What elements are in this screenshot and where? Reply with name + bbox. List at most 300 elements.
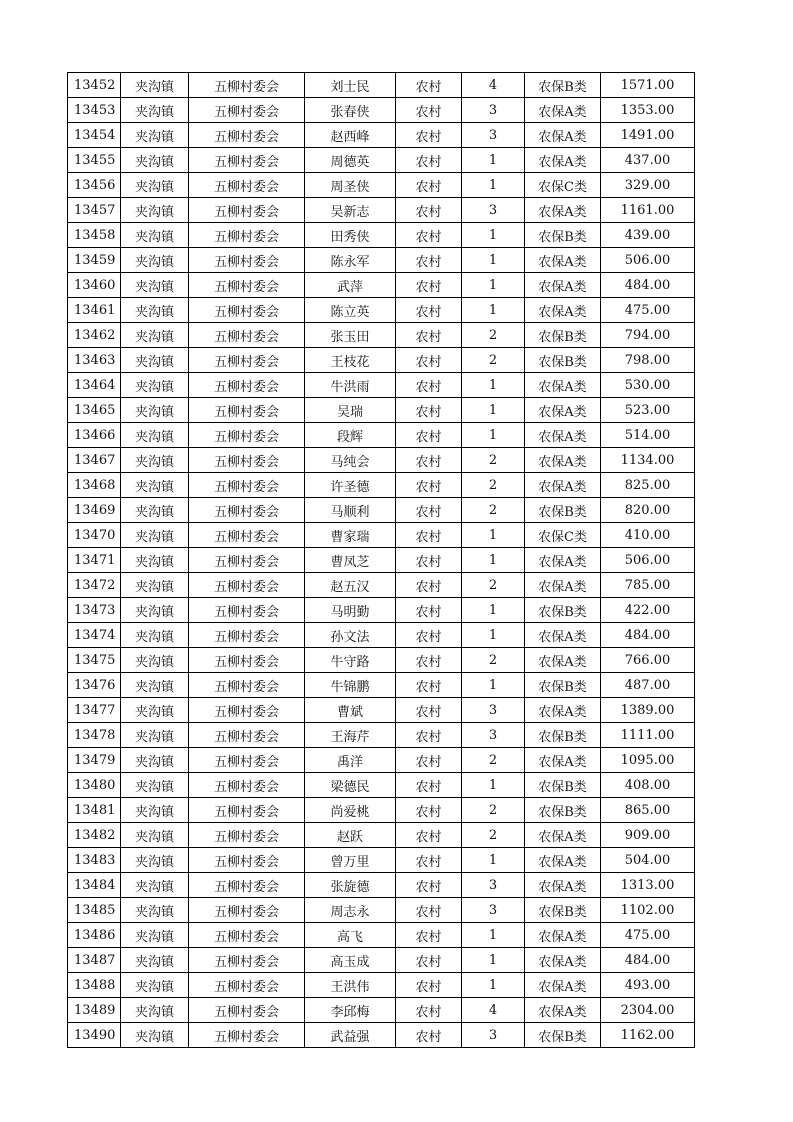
cell-household-type: 农村 xyxy=(396,673,462,698)
cell-person-name: 吴瑞 xyxy=(305,398,396,423)
cell-amount: 1161.00 xyxy=(601,198,695,223)
cell-village-committee: 五柳村委会 xyxy=(189,623,305,648)
cell-household-type: 农村 xyxy=(396,898,462,923)
cell-village-committee: 五柳村委会 xyxy=(189,948,305,973)
cell-record-id: 13453 xyxy=(68,98,121,123)
cell-town: 夹沟镇 xyxy=(121,773,189,798)
cell-town: 夹沟镇 xyxy=(121,948,189,973)
cell-amount: 766.00 xyxy=(601,648,695,673)
cell-amount: 1134.00 xyxy=(601,448,695,473)
cell-person-name: 吴新志 xyxy=(305,198,396,223)
table-row xyxy=(68,198,695,223)
cell-record-id: 13463 xyxy=(68,348,121,373)
cell-member-count: 3 xyxy=(462,873,525,898)
cell-person-name: 曹家瑞 xyxy=(305,523,396,548)
cell-member-count: 1 xyxy=(462,148,525,173)
cell-village-committee: 五柳村委会 xyxy=(189,148,305,173)
table-row xyxy=(68,323,695,348)
table-row xyxy=(68,773,695,798)
cell-member-count: 1 xyxy=(462,373,525,398)
table-row xyxy=(68,573,695,598)
cell-record-id: 13468 xyxy=(68,473,121,498)
cell-town: 夹沟镇 xyxy=(121,148,189,173)
cell-insurance-category: 农保A类 xyxy=(525,148,601,173)
cell-member-count: 2 xyxy=(462,323,525,348)
cell-amount: 785.00 xyxy=(601,573,695,598)
cell-village-committee: 五柳村委会 xyxy=(189,198,305,223)
cell-person-name: 马纯会 xyxy=(305,448,396,473)
cell-record-id: 13455 xyxy=(68,148,121,173)
cell-person-name: 高飞 xyxy=(305,923,396,948)
cell-village-committee: 五柳村委会 xyxy=(189,723,305,748)
table-row xyxy=(68,798,695,823)
table-row xyxy=(68,1023,695,1048)
cell-village-committee: 五柳村委会 xyxy=(189,773,305,798)
cell-village-committee: 五柳村委会 xyxy=(189,548,305,573)
cell-person-name: 孙文法 xyxy=(305,623,396,648)
table-row xyxy=(68,473,695,498)
cell-member-count: 1 xyxy=(462,598,525,623)
cell-village-committee: 五柳村委会 xyxy=(189,473,305,498)
cell-member-count: 2 xyxy=(462,348,525,373)
cell-person-name: 武益强 xyxy=(305,1023,396,1048)
cell-person-name: 陈永军 xyxy=(305,248,396,273)
cell-insurance-category: 农保A类 xyxy=(525,998,601,1023)
cell-village-committee: 五柳村委会 xyxy=(189,523,305,548)
cell-village-committee: 五柳村委会 xyxy=(189,98,305,123)
cell-household-type: 农村 xyxy=(396,498,462,523)
cell-village-committee: 五柳村委会 xyxy=(189,898,305,923)
cell-member-count: 1 xyxy=(462,248,525,273)
cell-insurance-category: 农保B类 xyxy=(525,773,601,798)
cell-member-count: 1 xyxy=(462,673,525,698)
cell-town: 夹沟镇 xyxy=(121,648,189,673)
table-row xyxy=(68,298,695,323)
cell-village-committee: 五柳村委会 xyxy=(189,848,305,873)
cell-member-count: 1 xyxy=(462,398,525,423)
cell-record-id: 13488 xyxy=(68,973,121,998)
cell-insurance-category: 农保B类 xyxy=(525,323,601,348)
cell-insurance-category: 农保B类 xyxy=(525,598,601,623)
cell-insurance-category: 农保A类 xyxy=(525,873,601,898)
cell-insurance-category: 农保A类 xyxy=(525,198,601,223)
cell-member-count: 2 xyxy=(462,648,525,673)
cell-insurance-category: 农保A类 xyxy=(525,273,601,298)
cell-village-committee: 五柳村委会 xyxy=(189,598,305,623)
cell-member-count: 1 xyxy=(462,623,525,648)
cell-person-name: 王洪伟 xyxy=(305,973,396,998)
cell-household-type: 农村 xyxy=(396,998,462,1023)
cell-household-type: 农村 xyxy=(396,748,462,773)
cell-person-name: 王海芹 xyxy=(305,723,396,748)
cell-village-committee: 五柳村委会 xyxy=(189,323,305,348)
cell-insurance-category: 农保B类 xyxy=(525,73,601,98)
cell-village-committee: 五柳村委会 xyxy=(189,973,305,998)
cell-household-type: 农村 xyxy=(396,598,462,623)
cell-amount: 514.00 xyxy=(601,423,695,448)
cell-household-type: 农村 xyxy=(396,223,462,248)
cell-member-count: 2 xyxy=(462,498,525,523)
cell-person-name: 武萍 xyxy=(305,273,396,298)
table-row xyxy=(68,623,695,648)
cell-insurance-category: 农保A类 xyxy=(525,373,601,398)
table-row xyxy=(68,373,695,398)
cell-town: 夹沟镇 xyxy=(121,498,189,523)
table-row xyxy=(68,923,695,948)
cell-town: 夹沟镇 xyxy=(121,273,189,298)
cell-amount: 865.00 xyxy=(601,798,695,823)
cell-amount: 506.00 xyxy=(601,248,695,273)
cell-household-type: 农村 xyxy=(396,623,462,648)
cell-town: 夹沟镇 xyxy=(121,823,189,848)
table-row xyxy=(68,698,695,723)
cell-record-id: 13460 xyxy=(68,273,121,298)
cell-amount: 1162.00 xyxy=(601,1023,695,1048)
cell-record-id: 13473 xyxy=(68,598,121,623)
table-row xyxy=(68,498,695,523)
cell-household-type: 农村 xyxy=(396,523,462,548)
cell-village-committee: 五柳村委会 xyxy=(189,123,305,148)
cell-person-name: 禹洋 xyxy=(305,748,396,773)
cell-member-count: 1 xyxy=(462,223,525,248)
cell-town: 夹沟镇 xyxy=(121,348,189,373)
cell-village-committee: 五柳村委会 xyxy=(189,223,305,248)
table-row xyxy=(68,73,695,98)
cell-village-committee: 五柳村委会 xyxy=(189,673,305,698)
cell-person-name: 周德英 xyxy=(305,148,396,173)
cell-member-count: 3 xyxy=(462,98,525,123)
cell-insurance-category: 农保C类 xyxy=(525,523,601,548)
cell-household-type: 农村 xyxy=(396,423,462,448)
cell-record-id: 13456 xyxy=(68,173,121,198)
cell-amount: 410.00 xyxy=(601,523,695,548)
table-row xyxy=(68,998,695,1023)
cell-insurance-category: 农保B类 xyxy=(525,1023,601,1048)
cell-person-name: 赵跃 xyxy=(305,823,396,848)
table-row xyxy=(68,523,695,548)
cell-record-id: 13482 xyxy=(68,823,121,848)
cell-person-name: 周圣侠 xyxy=(305,173,396,198)
cell-insurance-category: 农保B类 xyxy=(525,723,601,748)
cell-town: 夹沟镇 xyxy=(121,573,189,598)
cell-town: 夹沟镇 xyxy=(121,973,189,998)
cell-household-type: 农村 xyxy=(396,148,462,173)
cell-record-id: 13477 xyxy=(68,698,121,723)
cell-town: 夹沟镇 xyxy=(121,848,189,873)
cell-record-id: 13465 xyxy=(68,398,121,423)
cell-amount: 504.00 xyxy=(601,848,695,873)
table-body xyxy=(68,73,695,1048)
cell-member-count: 1 xyxy=(462,423,525,448)
cell-record-id: 13481 xyxy=(68,798,121,823)
cell-village-committee: 五柳村委会 xyxy=(189,298,305,323)
table-row xyxy=(68,448,695,473)
cell-town: 夹沟镇 xyxy=(121,298,189,323)
table-row xyxy=(68,973,695,998)
cell-record-id: 13466 xyxy=(68,423,121,448)
cell-town: 夹沟镇 xyxy=(121,698,189,723)
cell-village-committee: 五柳村委会 xyxy=(189,998,305,1023)
cell-household-type: 农村 xyxy=(396,173,462,198)
cell-person-name: 周志永 xyxy=(305,898,396,923)
cell-record-id: 13474 xyxy=(68,623,121,648)
cell-person-name: 王枝花 xyxy=(305,348,396,373)
cell-village-committee: 五柳村委会 xyxy=(189,348,305,373)
table-row xyxy=(68,248,695,273)
cell-amount: 408.00 xyxy=(601,773,695,798)
cell-member-count: 1 xyxy=(462,523,525,548)
cell-insurance-category: 农保A类 xyxy=(525,623,601,648)
cell-member-count: 3 xyxy=(462,123,525,148)
cell-person-name: 马顺利 xyxy=(305,498,396,523)
cell-amount: 825.00 xyxy=(601,473,695,498)
cell-insurance-category: 农保A类 xyxy=(525,923,601,948)
cell-person-name: 段辉 xyxy=(305,423,396,448)
cell-record-id: 13461 xyxy=(68,298,121,323)
cell-person-name: 李邱梅 xyxy=(305,998,396,1023)
cell-person-name: 牛守路 xyxy=(305,648,396,673)
cell-town: 夹沟镇 xyxy=(121,623,189,648)
cell-amount: 1353.00 xyxy=(601,98,695,123)
cell-person-name: 曹凤芝 xyxy=(305,548,396,573)
cell-record-id: 13459 xyxy=(68,248,121,273)
cell-town: 夹沟镇 xyxy=(121,798,189,823)
cell-household-type: 农村 xyxy=(396,373,462,398)
cell-amount: 820.00 xyxy=(601,498,695,523)
cell-town: 夹沟镇 xyxy=(121,123,189,148)
cell-household-type: 农村 xyxy=(396,948,462,973)
cell-town: 夹沟镇 xyxy=(121,473,189,498)
cell-household-type: 农村 xyxy=(396,298,462,323)
cell-amount: 1389.00 xyxy=(601,698,695,723)
cell-record-id: 13483 xyxy=(68,848,121,873)
cell-member-count: 1 xyxy=(462,948,525,973)
cell-village-committee: 五柳村委会 xyxy=(189,798,305,823)
cell-village-committee: 五柳村委会 xyxy=(189,873,305,898)
cell-village-committee: 五柳村委会 xyxy=(189,823,305,848)
cell-amount: 484.00 xyxy=(601,623,695,648)
cell-insurance-category: 农保A类 xyxy=(525,448,601,473)
cell-record-id: 13486 xyxy=(68,923,121,948)
cell-record-id: 13480 xyxy=(68,773,121,798)
cell-record-id: 13485 xyxy=(68,898,121,923)
cell-household-type: 农村 xyxy=(396,448,462,473)
table-row xyxy=(68,123,695,148)
cell-amount: 2304.00 xyxy=(601,998,695,1023)
cell-household-type: 农村 xyxy=(396,123,462,148)
cell-village-committee: 五柳村委会 xyxy=(189,573,305,598)
cell-member-count: 1 xyxy=(462,923,525,948)
cell-household-type: 农村 xyxy=(396,323,462,348)
cell-person-name: 田秀侠 xyxy=(305,223,396,248)
cell-member-count: 3 xyxy=(462,698,525,723)
cell-household-type: 农村 xyxy=(396,473,462,498)
cell-amount: 484.00 xyxy=(601,948,695,973)
cell-person-name: 陈立英 xyxy=(305,298,396,323)
cell-insurance-category: 农保B类 xyxy=(525,348,601,373)
table-row xyxy=(68,398,695,423)
cell-record-id: 13487 xyxy=(68,948,121,973)
cell-town: 夹沟镇 xyxy=(121,448,189,473)
cell-town: 夹沟镇 xyxy=(121,748,189,773)
cell-town: 夹沟镇 xyxy=(121,1023,189,1048)
table-row xyxy=(68,548,695,573)
cell-village-committee: 五柳村委会 xyxy=(189,398,305,423)
cell-insurance-category: 农保A类 xyxy=(525,573,601,598)
cell-town: 夹沟镇 xyxy=(121,198,189,223)
cell-person-name: 尚爱桃 xyxy=(305,798,396,823)
table-row xyxy=(68,948,695,973)
cell-household-type: 农村 xyxy=(396,348,462,373)
table-row xyxy=(68,148,695,173)
cell-insurance-category: 农保A类 xyxy=(525,823,601,848)
table-row xyxy=(68,273,695,298)
cell-village-committee: 五柳村委会 xyxy=(189,648,305,673)
cell-household-type: 农村 xyxy=(396,873,462,898)
cell-town: 夹沟镇 xyxy=(121,673,189,698)
cell-amount: 439.00 xyxy=(601,223,695,248)
cell-town: 夹沟镇 xyxy=(121,373,189,398)
cell-insurance-category: 农保A类 xyxy=(525,398,601,423)
cell-member-count: 2 xyxy=(462,748,525,773)
cell-insurance-category: 农保B类 xyxy=(525,798,601,823)
cell-household-type: 农村 xyxy=(396,98,462,123)
cell-record-id: 13484 xyxy=(68,873,121,898)
cell-amount: 1102.00 xyxy=(601,898,695,923)
cell-person-name: 张旋德 xyxy=(305,873,396,898)
cell-member-count: 1 xyxy=(462,173,525,198)
cell-household-type: 农村 xyxy=(396,548,462,573)
cell-amount: 523.00 xyxy=(601,398,695,423)
cell-member-count: 1 xyxy=(462,848,525,873)
cell-record-id: 13467 xyxy=(68,448,121,473)
cell-insurance-category: 农保A类 xyxy=(525,248,601,273)
cell-record-id: 13457 xyxy=(68,198,121,223)
cell-record-id: 13458 xyxy=(68,223,121,248)
cell-member-count: 2 xyxy=(462,798,525,823)
cell-household-type: 农村 xyxy=(396,773,462,798)
cell-insurance-category: 农保B类 xyxy=(525,498,601,523)
cell-household-type: 农村 xyxy=(396,398,462,423)
cell-town: 夹沟镇 xyxy=(121,523,189,548)
cell-amount: 506.00 xyxy=(601,548,695,573)
table-row xyxy=(68,823,695,848)
cell-household-type: 农村 xyxy=(396,198,462,223)
cell-village-committee: 五柳村委会 xyxy=(189,173,305,198)
cell-household-type: 农村 xyxy=(396,848,462,873)
cell-household-type: 农村 xyxy=(396,923,462,948)
table-row xyxy=(68,673,695,698)
cell-record-id: 13472 xyxy=(68,573,121,598)
table-row xyxy=(68,723,695,748)
cell-town: 夹沟镇 xyxy=(121,173,189,198)
cell-record-id: 13471 xyxy=(68,548,121,573)
cell-record-id: 13452 xyxy=(68,73,121,98)
cell-person-name: 许圣德 xyxy=(305,473,396,498)
table-row xyxy=(68,223,695,248)
cell-person-name: 曹斌 xyxy=(305,698,396,723)
cell-record-id: 13464 xyxy=(68,373,121,398)
cell-person-name: 张春侠 xyxy=(305,98,396,123)
cell-amount: 1313.00 xyxy=(601,873,695,898)
cell-amount: 475.00 xyxy=(601,923,695,948)
cell-village-committee: 五柳村委会 xyxy=(189,698,305,723)
cell-town: 夹沟镇 xyxy=(121,598,189,623)
table-row xyxy=(68,173,695,198)
cell-amount: 1095.00 xyxy=(601,748,695,773)
cell-member-count: 4 xyxy=(462,998,525,1023)
cell-amount: 1491.00 xyxy=(601,123,695,148)
cell-insurance-category: 农保A类 xyxy=(525,123,601,148)
cell-record-id: 13476 xyxy=(68,673,121,698)
cell-person-name: 赵五汉 xyxy=(305,573,396,598)
cell-amount: 487.00 xyxy=(601,673,695,698)
cell-household-type: 农村 xyxy=(396,248,462,273)
cell-village-committee: 五柳村委会 xyxy=(189,498,305,523)
cell-town: 夹沟镇 xyxy=(121,723,189,748)
cell-amount: 475.00 xyxy=(601,298,695,323)
cell-member-count: 1 xyxy=(462,273,525,298)
cell-record-id: 13475 xyxy=(68,648,121,673)
cell-member-count: 2 xyxy=(462,448,525,473)
cell-member-count: 3 xyxy=(462,898,525,923)
cell-record-id: 13470 xyxy=(68,523,121,548)
cell-amount: 422.00 xyxy=(601,598,695,623)
cell-household-type: 农村 xyxy=(396,573,462,598)
cell-person-name: 马明勤 xyxy=(305,598,396,623)
cell-village-committee: 五柳村委会 xyxy=(189,1023,305,1048)
cell-member-count: 1 xyxy=(462,773,525,798)
cell-person-name: 张玉田 xyxy=(305,323,396,348)
cell-village-committee: 五柳村委会 xyxy=(189,423,305,448)
cell-record-id: 13479 xyxy=(68,748,121,773)
cell-member-count: 2 xyxy=(462,573,525,598)
cell-household-type: 农村 xyxy=(396,73,462,98)
cell-insurance-category: 农保A类 xyxy=(525,548,601,573)
cell-household-type: 农村 xyxy=(396,973,462,998)
cell-village-committee: 五柳村委会 xyxy=(189,373,305,398)
cell-member-count: 1 xyxy=(462,548,525,573)
table-row xyxy=(68,598,695,623)
cell-member-count: 3 xyxy=(462,198,525,223)
cell-insurance-category: 农保A类 xyxy=(525,748,601,773)
cell-amount: 484.00 xyxy=(601,273,695,298)
cell-person-name: 牛洪雨 xyxy=(305,373,396,398)
cell-record-id: 13489 xyxy=(68,998,121,1023)
table-row xyxy=(68,423,695,448)
cell-household-type: 农村 xyxy=(396,1023,462,1048)
cell-amount: 1111.00 xyxy=(601,723,695,748)
cell-village-committee: 五柳村委会 xyxy=(189,748,305,773)
cell-member-count: 3 xyxy=(462,723,525,748)
cell-village-committee: 五柳村委会 xyxy=(189,73,305,98)
cell-record-id: 13478 xyxy=(68,723,121,748)
table-row xyxy=(68,748,695,773)
cell-household-type: 农村 xyxy=(396,723,462,748)
cell-record-id: 13454 xyxy=(68,123,121,148)
cell-insurance-category: 农保A类 xyxy=(525,973,601,998)
table-row xyxy=(68,648,695,673)
table-row xyxy=(68,873,695,898)
cell-household-type: 农村 xyxy=(396,648,462,673)
cell-member-count: 4 xyxy=(462,73,525,98)
cell-town: 夹沟镇 xyxy=(121,898,189,923)
cell-insurance-category: 农保A类 xyxy=(525,473,601,498)
cell-insurance-category: 农保A类 xyxy=(525,698,601,723)
table-row xyxy=(68,848,695,873)
cell-person-name: 赵西峰 xyxy=(305,123,396,148)
cell-record-id: 13490 xyxy=(68,1023,121,1048)
